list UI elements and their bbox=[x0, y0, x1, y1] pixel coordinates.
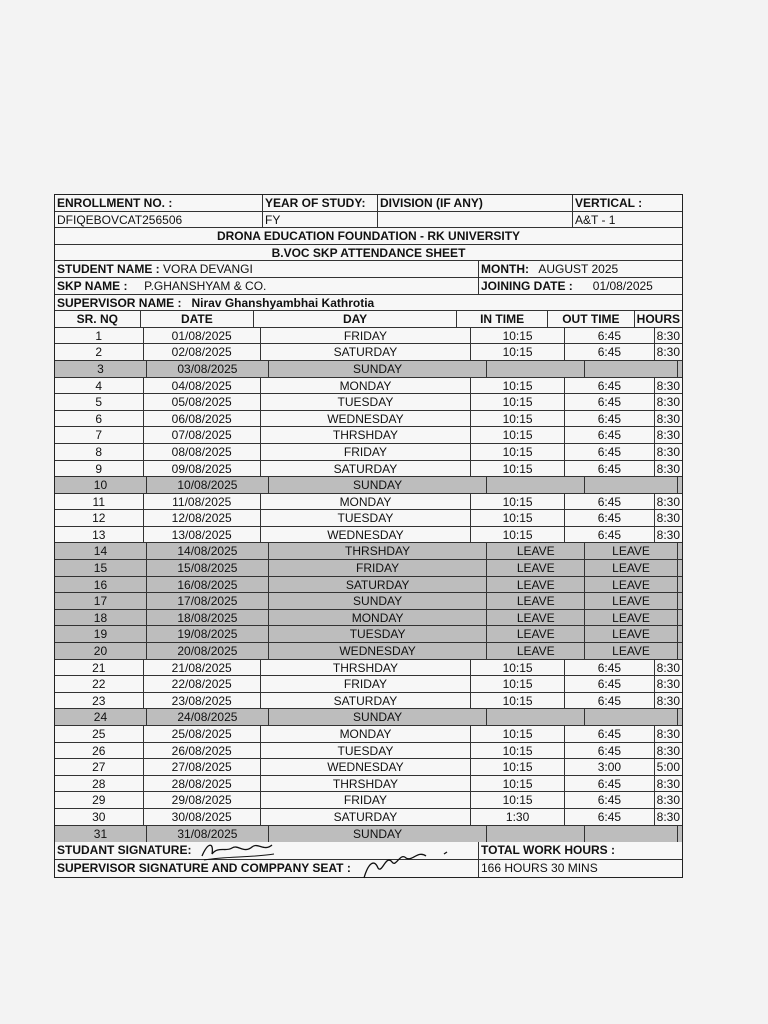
org-title-row bbox=[55, 228, 682, 245]
sr-cell: 23 bbox=[55, 693, 144, 709]
date-cell: 11/08/2025 bbox=[144, 494, 261, 510]
out-time-cell: 6:45 bbox=[565, 411, 654, 427]
date-cell: 22/08/2025 bbox=[144, 676, 261, 692]
date-cell: 18/08/2025 bbox=[147, 610, 269, 626]
sheet-title-row bbox=[55, 245, 682, 262]
date-cell: 30/08/2025 bbox=[144, 809, 261, 825]
out-time-cell: 6:45 bbox=[565, 510, 654, 526]
table-row bbox=[55, 759, 682, 776]
date-cell: 08/08/2025 bbox=[144, 444, 261, 460]
hours-cell bbox=[678, 577, 682, 593]
in-time-cell: LEAVE bbox=[487, 643, 585, 659]
vertical-label: VERTICAL : bbox=[575, 196, 643, 210]
in-time-cell: LEAVE bbox=[487, 543, 585, 559]
table-row bbox=[55, 461, 682, 478]
out-time-cell: 6:45 bbox=[565, 527, 654, 543]
in-time-cell: LEAVE bbox=[487, 610, 585, 626]
date-cell: 16/08/2025 bbox=[147, 577, 269, 593]
col-in-time: IN TIME bbox=[457, 311, 548, 327]
hours-cell bbox=[678, 626, 682, 642]
in-time-cell: 10:15 bbox=[471, 660, 565, 676]
out-time-cell: LEAVE bbox=[585, 626, 678, 642]
out-time-cell: LEAVE bbox=[585, 610, 678, 626]
day-cell: THRSHDAY bbox=[261, 776, 471, 792]
skp-name-label: SKP NAME : bbox=[57, 278, 128, 293]
sr-cell: 12 bbox=[55, 510, 144, 526]
hours-cell: 8:30 bbox=[656, 527, 680, 542]
supervisor-name-label: SUPERVISOR NAME : bbox=[57, 295, 182, 310]
hours-cell: 8:30 bbox=[656, 378, 680, 393]
total-hours-label: TOTAL WORK HOURS : bbox=[481, 843, 615, 858]
hours-cell bbox=[678, 560, 682, 576]
day-cell: SUNDAY bbox=[269, 709, 488, 725]
in-time-cell: 10:15 bbox=[471, 494, 565, 510]
table-row bbox=[55, 809, 682, 826]
date-cell: 28/08/2025 bbox=[144, 776, 261, 792]
header-values-row bbox=[55, 212, 682, 229]
skp-name bbox=[55, 278, 479, 294]
hours-cell: 8:30 bbox=[656, 511, 680, 526]
day-cell: TUESDAY bbox=[269, 626, 488, 642]
col-day: DAY bbox=[254, 311, 457, 327]
supervisor-signature-scribble bbox=[360, 844, 460, 882]
sr-cell: 5 bbox=[55, 394, 144, 410]
table-row bbox=[55, 394, 682, 411]
table-row bbox=[55, 643, 682, 660]
in-time-cell: 10:15 bbox=[471, 726, 565, 742]
sr-cell: 13 bbox=[55, 527, 144, 543]
in-time-cell: 10:15 bbox=[471, 792, 565, 808]
date-cell: 04/08/2025 bbox=[144, 378, 261, 394]
day-cell: MONDAY bbox=[269, 610, 488, 626]
in-time-cell bbox=[487, 826, 585, 843]
year-value: FY bbox=[263, 212, 378, 228]
table-row bbox=[55, 626, 682, 643]
table-row bbox=[55, 477, 682, 494]
date-cell: 29/08/2025 bbox=[144, 792, 261, 808]
hours-cell: 8:30 bbox=[656, 660, 680, 675]
table-row bbox=[55, 693, 682, 710]
table-row bbox=[55, 610, 682, 627]
sr-cell: 25 bbox=[55, 726, 144, 742]
in-time-cell: 10:15 bbox=[471, 743, 565, 759]
sr-cell: 3 bbox=[55, 361, 147, 377]
out-time-cell: 6:45 bbox=[565, 461, 654, 477]
out-time-cell: 6:45 bbox=[565, 660, 654, 676]
skp-name-value: P.GHANSHYAM & CO. bbox=[144, 278, 267, 293]
col-sr: SR. NQ bbox=[55, 311, 141, 327]
supervisor-name bbox=[55, 295, 682, 311]
day-cell: FRIDAY bbox=[261, 792, 471, 808]
sr-cell: 18 bbox=[55, 610, 147, 626]
date-cell: 25/08/2025 bbox=[144, 726, 261, 742]
supervisor-row bbox=[55, 295, 682, 312]
table-row bbox=[55, 560, 682, 577]
sr-cell: 26 bbox=[55, 743, 144, 759]
out-time-cell: 6:45 bbox=[565, 494, 654, 510]
table-row bbox=[55, 577, 682, 594]
hours-cell: 8:30 bbox=[656, 776, 680, 791]
date-cell: 19/08/2025 bbox=[147, 626, 269, 642]
table-row bbox=[55, 361, 682, 378]
day-cell: SUNDAY bbox=[269, 593, 488, 609]
date-cell: 12/08/2025 bbox=[144, 510, 261, 526]
hours-cell bbox=[678, 709, 682, 725]
sr-cell: 24 bbox=[55, 709, 147, 725]
date-cell: 21/08/2025 bbox=[144, 660, 261, 676]
day-cell: WEDNESDAY bbox=[269, 643, 488, 659]
sr-cell: 28 bbox=[55, 776, 144, 792]
day-cell: THRSHDAY bbox=[269, 543, 488, 559]
day-cell: SATURDAY bbox=[269, 577, 488, 593]
day-cell: FRIDAY bbox=[261, 444, 471, 460]
total-hours-value: 166 HOURS 30 MINS bbox=[481, 860, 598, 875]
in-time-cell: LEAVE bbox=[487, 577, 585, 593]
sheet-title: B.VOC SKP ATTENDANCE SHEET bbox=[271, 245, 466, 260]
out-time-cell: 6:45 bbox=[565, 378, 654, 394]
in-time-cell: 10:15 bbox=[471, 411, 565, 427]
out-time-cell: 6:45 bbox=[565, 792, 654, 808]
sr-cell: 9 bbox=[55, 461, 144, 477]
hours-cell: 8:30 bbox=[656, 693, 680, 708]
sr-cell: 6 bbox=[55, 411, 144, 427]
enrollment-value: DFIQEBOVCAT256506 bbox=[55, 212, 263, 228]
hours-cell: 8:30 bbox=[656, 444, 680, 459]
day-cell: MONDAY bbox=[261, 378, 471, 394]
out-time-cell: 6:45 bbox=[565, 328, 654, 344]
day-cell: FRIDAY bbox=[261, 676, 471, 692]
col-out-time: OUT TIME bbox=[548, 311, 635, 327]
hours-cell: 8:30 bbox=[656, 494, 680, 509]
hours-cell: 8:30 bbox=[656, 395, 680, 410]
date-cell: 17/08/2025 bbox=[147, 593, 269, 609]
col-hours: HOURS bbox=[636, 312, 680, 327]
column-header-row bbox=[55, 311, 682, 328]
hours-cell: 8:30 bbox=[656, 461, 680, 476]
table-row bbox=[55, 378, 682, 395]
day-cell: SUNDAY bbox=[269, 361, 488, 377]
date-cell: 07/08/2025 bbox=[144, 427, 261, 443]
date-cell: 03/08/2025 bbox=[147, 361, 269, 377]
joining-date-label: JOINING DATE : bbox=[481, 278, 573, 293]
sr-cell: 16 bbox=[55, 577, 147, 593]
enrollment-label: ENROLLMENT NO. : bbox=[55, 195, 263, 211]
hours-cell: 5:00 bbox=[656, 760, 680, 775]
year-label: YEAR OF STUDY: bbox=[263, 195, 378, 211]
day-cell: THRSHDAY bbox=[261, 660, 471, 676]
day-cell: WEDNESDAY bbox=[261, 759, 471, 775]
in-time-cell: 1:30 bbox=[471, 809, 565, 825]
date-cell: 23/08/2025 bbox=[144, 693, 261, 709]
day-cell: FRIDAY bbox=[269, 560, 488, 576]
student-name-label: STUDENT NAME : bbox=[57, 262, 160, 277]
in-time-cell: 10:15 bbox=[471, 378, 565, 394]
out-time-cell bbox=[585, 709, 678, 725]
day-cell: FRIDAY bbox=[261, 328, 471, 344]
date-cell: 14/08/2025 bbox=[147, 543, 269, 559]
in-time-cell: 10:15 bbox=[471, 394, 565, 410]
joining-date bbox=[479, 278, 682, 294]
date-cell: 27/08/2025 bbox=[144, 759, 261, 775]
sr-cell: 19 bbox=[55, 626, 147, 642]
table-row bbox=[55, 494, 682, 511]
hours-cell: 8:30 bbox=[656, 743, 680, 758]
out-time-cell bbox=[585, 826, 678, 843]
student-row bbox=[55, 261, 682, 278]
in-time-cell: LEAVE bbox=[487, 593, 585, 609]
day-cell: WEDNESDAY bbox=[261, 527, 471, 543]
in-time-cell: 10:15 bbox=[471, 344, 565, 360]
table-row bbox=[55, 593, 682, 610]
out-time-cell: 6:45 bbox=[565, 809, 654, 825]
out-time-cell: LEAVE bbox=[585, 577, 678, 593]
in-time-cell: LEAVE bbox=[487, 626, 585, 642]
sr-cell: 21 bbox=[55, 660, 144, 676]
out-time-cell: LEAVE bbox=[585, 560, 678, 576]
supervisor-name-value: Nirav Ghanshyambhai Kathrotia bbox=[191, 295, 375, 310]
out-time-cell: 6:45 bbox=[565, 693, 654, 709]
table-row bbox=[55, 826, 682, 843]
in-time-cell: 10:15 bbox=[471, 328, 565, 344]
month-value: AUGUST 2025 bbox=[538, 262, 619, 277]
in-time-cell: 10:15 bbox=[471, 776, 565, 792]
joining-date-value: 01/08/2025 bbox=[592, 278, 653, 293]
sr-cell: 10 bbox=[55, 477, 147, 493]
date-cell: 02/08/2025 bbox=[144, 344, 261, 360]
in-time-cell bbox=[487, 477, 585, 493]
hours-cell: 8:30 bbox=[656, 411, 680, 426]
attendance-sheet bbox=[54, 194, 683, 878]
date-cell: 05/08/2025 bbox=[144, 394, 261, 410]
out-time-cell: LEAVE bbox=[585, 543, 678, 559]
sr-cell: 4 bbox=[55, 378, 144, 394]
out-time-cell: 6:45 bbox=[565, 776, 654, 792]
hours-cell bbox=[678, 826, 682, 843]
hours-cell bbox=[678, 593, 682, 609]
date-cell: 15/08/2025 bbox=[147, 560, 269, 576]
sr-cell: 17 bbox=[55, 593, 147, 609]
hours-cell bbox=[678, 610, 682, 626]
table-row bbox=[55, 427, 682, 444]
table-row bbox=[55, 411, 682, 428]
attendance-rows bbox=[55, 328, 682, 842]
out-time-cell: 6:45 bbox=[565, 427, 654, 443]
month bbox=[479, 261, 682, 277]
date-cell: 09/08/2025 bbox=[144, 461, 261, 477]
hours-cell bbox=[678, 643, 682, 659]
sr-cell: 31 bbox=[55, 826, 147, 843]
hours-cell: 8:30 bbox=[656, 328, 680, 343]
sr-cell: 22 bbox=[55, 676, 144, 692]
out-time-cell: 6:45 bbox=[565, 444, 654, 460]
in-time-cell: 10:15 bbox=[471, 461, 565, 477]
sr-cell: 20 bbox=[55, 643, 147, 659]
out-time-cell: 6:45 bbox=[565, 743, 654, 759]
day-cell: MONDAY bbox=[261, 726, 471, 742]
day-cell: SATURDAY bbox=[261, 693, 471, 709]
supervisor-signature: SUPERVISOR SIGNATURE AND COMPPANY SEAT : bbox=[55, 860, 479, 878]
in-time-cell: 10:15 bbox=[471, 676, 565, 692]
table-row bbox=[55, 726, 682, 743]
day-cell: SATURDAY bbox=[261, 809, 471, 825]
table-row bbox=[55, 444, 682, 461]
hours-cell: 8:30 bbox=[656, 809, 680, 824]
date-cell: 24/08/2025 bbox=[147, 709, 269, 725]
day-cell: WEDNESDAY bbox=[261, 411, 471, 427]
in-time-cell: LEAVE bbox=[487, 560, 585, 576]
hours-cell: 8:30 bbox=[656, 428, 680, 443]
in-time-cell: 10:15 bbox=[471, 693, 565, 709]
in-time-cell: 10:15 bbox=[471, 759, 565, 775]
table-row bbox=[55, 709, 682, 726]
hours-cell bbox=[678, 543, 682, 559]
table-row bbox=[55, 510, 682, 527]
org-title: DRONA EDUCATION FOUNDATION - RK UNIVERSITY bbox=[216, 229, 521, 244]
hours-cell bbox=[678, 477, 682, 493]
day-cell: THRSHDAY bbox=[261, 427, 471, 443]
date-cell: 26/08/2025 bbox=[144, 743, 261, 759]
day-cell: SATURDAY bbox=[261, 344, 471, 360]
date-cell: 31/08/2025 bbox=[147, 826, 269, 843]
sr-cell: 15 bbox=[55, 560, 147, 576]
out-time-cell: 6:45 bbox=[565, 344, 654, 360]
hours-cell bbox=[678, 361, 682, 377]
sr-cell: 1 bbox=[55, 328, 144, 344]
sr-cell: 2 bbox=[55, 344, 144, 360]
date-cell: 01/08/2025 bbox=[144, 328, 261, 344]
student-signature-scribble bbox=[198, 838, 278, 864]
date-cell: 20/08/2025 bbox=[147, 643, 269, 659]
date-cell: 10/08/2025 bbox=[147, 477, 269, 493]
student-signature: STUDANT SIGNATURE: bbox=[55, 842, 479, 859]
sr-cell: 27 bbox=[55, 759, 144, 775]
sr-cell: 30 bbox=[55, 809, 144, 825]
student-name-value: VORA DEVANGI bbox=[163, 262, 253, 277]
out-time-cell: LEAVE bbox=[585, 593, 678, 609]
day-cell: TUESDAY bbox=[261, 743, 471, 759]
out-time-cell: 6:45 bbox=[565, 394, 654, 410]
hours-cell: 8:30 bbox=[656, 793, 680, 808]
sr-cell: 8 bbox=[55, 444, 144, 460]
month-label: MONTH: bbox=[481, 262, 529, 277]
student-name bbox=[55, 261, 479, 277]
division-value bbox=[378, 212, 573, 228]
table-row bbox=[55, 328, 682, 345]
date-cell: 06/08/2025 bbox=[144, 411, 261, 427]
in-time-cell: 10:15 bbox=[471, 444, 565, 460]
in-time-cell: 10:15 bbox=[471, 427, 565, 443]
in-time-cell: 10:15 bbox=[471, 527, 565, 543]
table-row bbox=[55, 743, 682, 760]
skp-row bbox=[55, 278, 682, 295]
table-row bbox=[55, 776, 682, 793]
out-time-cell: 6:45 bbox=[565, 726, 654, 742]
day-cell: SATURDAY bbox=[261, 461, 471, 477]
sr-cell: 7 bbox=[55, 427, 144, 443]
out-time-cell: 6:45 bbox=[565, 676, 654, 692]
header-row bbox=[55, 195, 682, 212]
col-date: DATE bbox=[141, 311, 254, 327]
date-cell: 13/08/2025 bbox=[144, 527, 261, 543]
hours-cell: 8:30 bbox=[656, 345, 680, 360]
day-cell: MONDAY bbox=[261, 494, 471, 510]
vertical-value: A&T - 1 bbox=[575, 212, 616, 227]
table-row bbox=[55, 660, 682, 677]
day-cell: TUESDAY bbox=[261, 510, 471, 526]
day-cell: SUNDAY bbox=[269, 477, 488, 493]
table-row bbox=[55, 543, 682, 560]
sr-cell: 14 bbox=[55, 543, 147, 559]
hours-cell: 8:30 bbox=[656, 677, 680, 692]
sr-cell: 11 bbox=[55, 494, 144, 510]
table-row bbox=[55, 527, 682, 544]
table-row bbox=[55, 676, 682, 693]
out-time-cell bbox=[585, 477, 678, 493]
out-time-cell bbox=[585, 361, 678, 377]
day-cell: SUNDAY bbox=[269, 826, 488, 843]
division-label: DIVISION (IF ANY) bbox=[378, 195, 573, 211]
sr-cell: 29 bbox=[55, 792, 144, 808]
in-time-cell: 10:15 bbox=[471, 510, 565, 526]
table-row bbox=[55, 344, 682, 361]
out-time-cell: LEAVE bbox=[585, 643, 678, 659]
out-time-cell: 3:00 bbox=[565, 759, 654, 775]
hours-cell: 8:30 bbox=[656, 727, 680, 741]
table-row bbox=[55, 792, 682, 809]
day-cell: TUESDAY bbox=[261, 394, 471, 410]
in-time-cell bbox=[487, 709, 585, 725]
in-time-cell bbox=[487, 361, 585, 377]
